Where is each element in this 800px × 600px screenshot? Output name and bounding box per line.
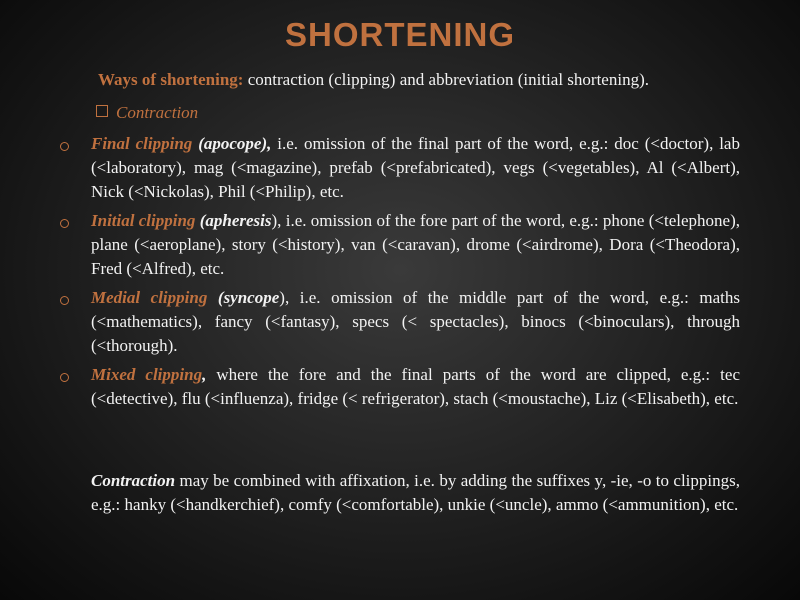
list-item-medial-clipping <box>60 286 740 358</box>
list-item-final-clipping <box>60 132 740 204</box>
latin-open: ( <box>192 134 204 153</box>
item-text: where the fore and the final parts of the word are clipped, e.g.: tec (<detective), flu (<influenza), fridge (< refrigerator), stach (<moustache), Liz (<Elisabeth), etc. <box>91 365 740 408</box>
latin-term: apheresis <box>205 211 272 230</box>
circle-bullet-icon <box>60 219 69 228</box>
subheading-label: Contraction <box>116 103 199 122</box>
intro-text: contraction (clipping) and abbreviation (initial shortening). <box>243 70 649 89</box>
list-item-initial-clipping <box>60 209 740 281</box>
latin-open: ( <box>195 211 206 230</box>
clipping-types-list <box>60 132 740 416</box>
item-text: i.e. omission of the final part of the word, e.g.: doc (<doctor), lab (<laboratory), mag (<magazine), prefab (<prefabricated), vegs (<vegetables), Al (<Albert), Nick (<Nickolas), Phil (<Philip), etc. <box>91 134 740 201</box>
circle-bullet-icon <box>60 296 69 305</box>
checkbox-bullet-icon <box>96 105 108 117</box>
term: Final clipping <box>91 134 193 153</box>
latin-term: apocope), <box>203 134 272 153</box>
intro-lead: Ways of shortening: <box>98 70 244 89</box>
circle-bullet-icon <box>60 142 69 151</box>
item-text: ), i.e. omission of the middle part of the word, e.g.: maths (<mathematics), fancy (<fantasy), specs (< spectacles), binocs (<binoculars), through (<thorough). <box>91 288 740 355</box>
latin-open: ( <box>207 288 224 307</box>
list-item-mixed-clipping <box>60 363 740 411</box>
contraction-note <box>91 469 740 517</box>
term: Initial clipping <box>91 211 196 230</box>
latin-term: , <box>202 365 207 384</box>
subheading-contraction <box>96 103 198 123</box>
circle-bullet-icon <box>60 373 69 382</box>
term: Mixed clipping <box>91 365 203 384</box>
note-term: Contraction <box>91 471 176 490</box>
note-text: may be combined with affixation, i.e. by adding the suffixes y, -ie, -o to clippings, e.g.: hanky (<handkerchief), comfy (<comfortable), unkie (<uncle), ammo (<ammunition), etc. <box>91 471 740 514</box>
slide-title: SHORTENING <box>284 16 515 53</box>
term: Medial clipping <box>91 288 208 307</box>
intro-line <box>98 70 778 90</box>
latin-term: syncope <box>223 288 280 307</box>
item-text: ), i.e. omission of the fore part of the word, e.g.: phone (<telephone), plane (<aeroplane), story (<history), van (<caravan), drome (<airdrome), Dora (<Theodora), Fred (<Alfred), etc. <box>91 211 740 278</box>
